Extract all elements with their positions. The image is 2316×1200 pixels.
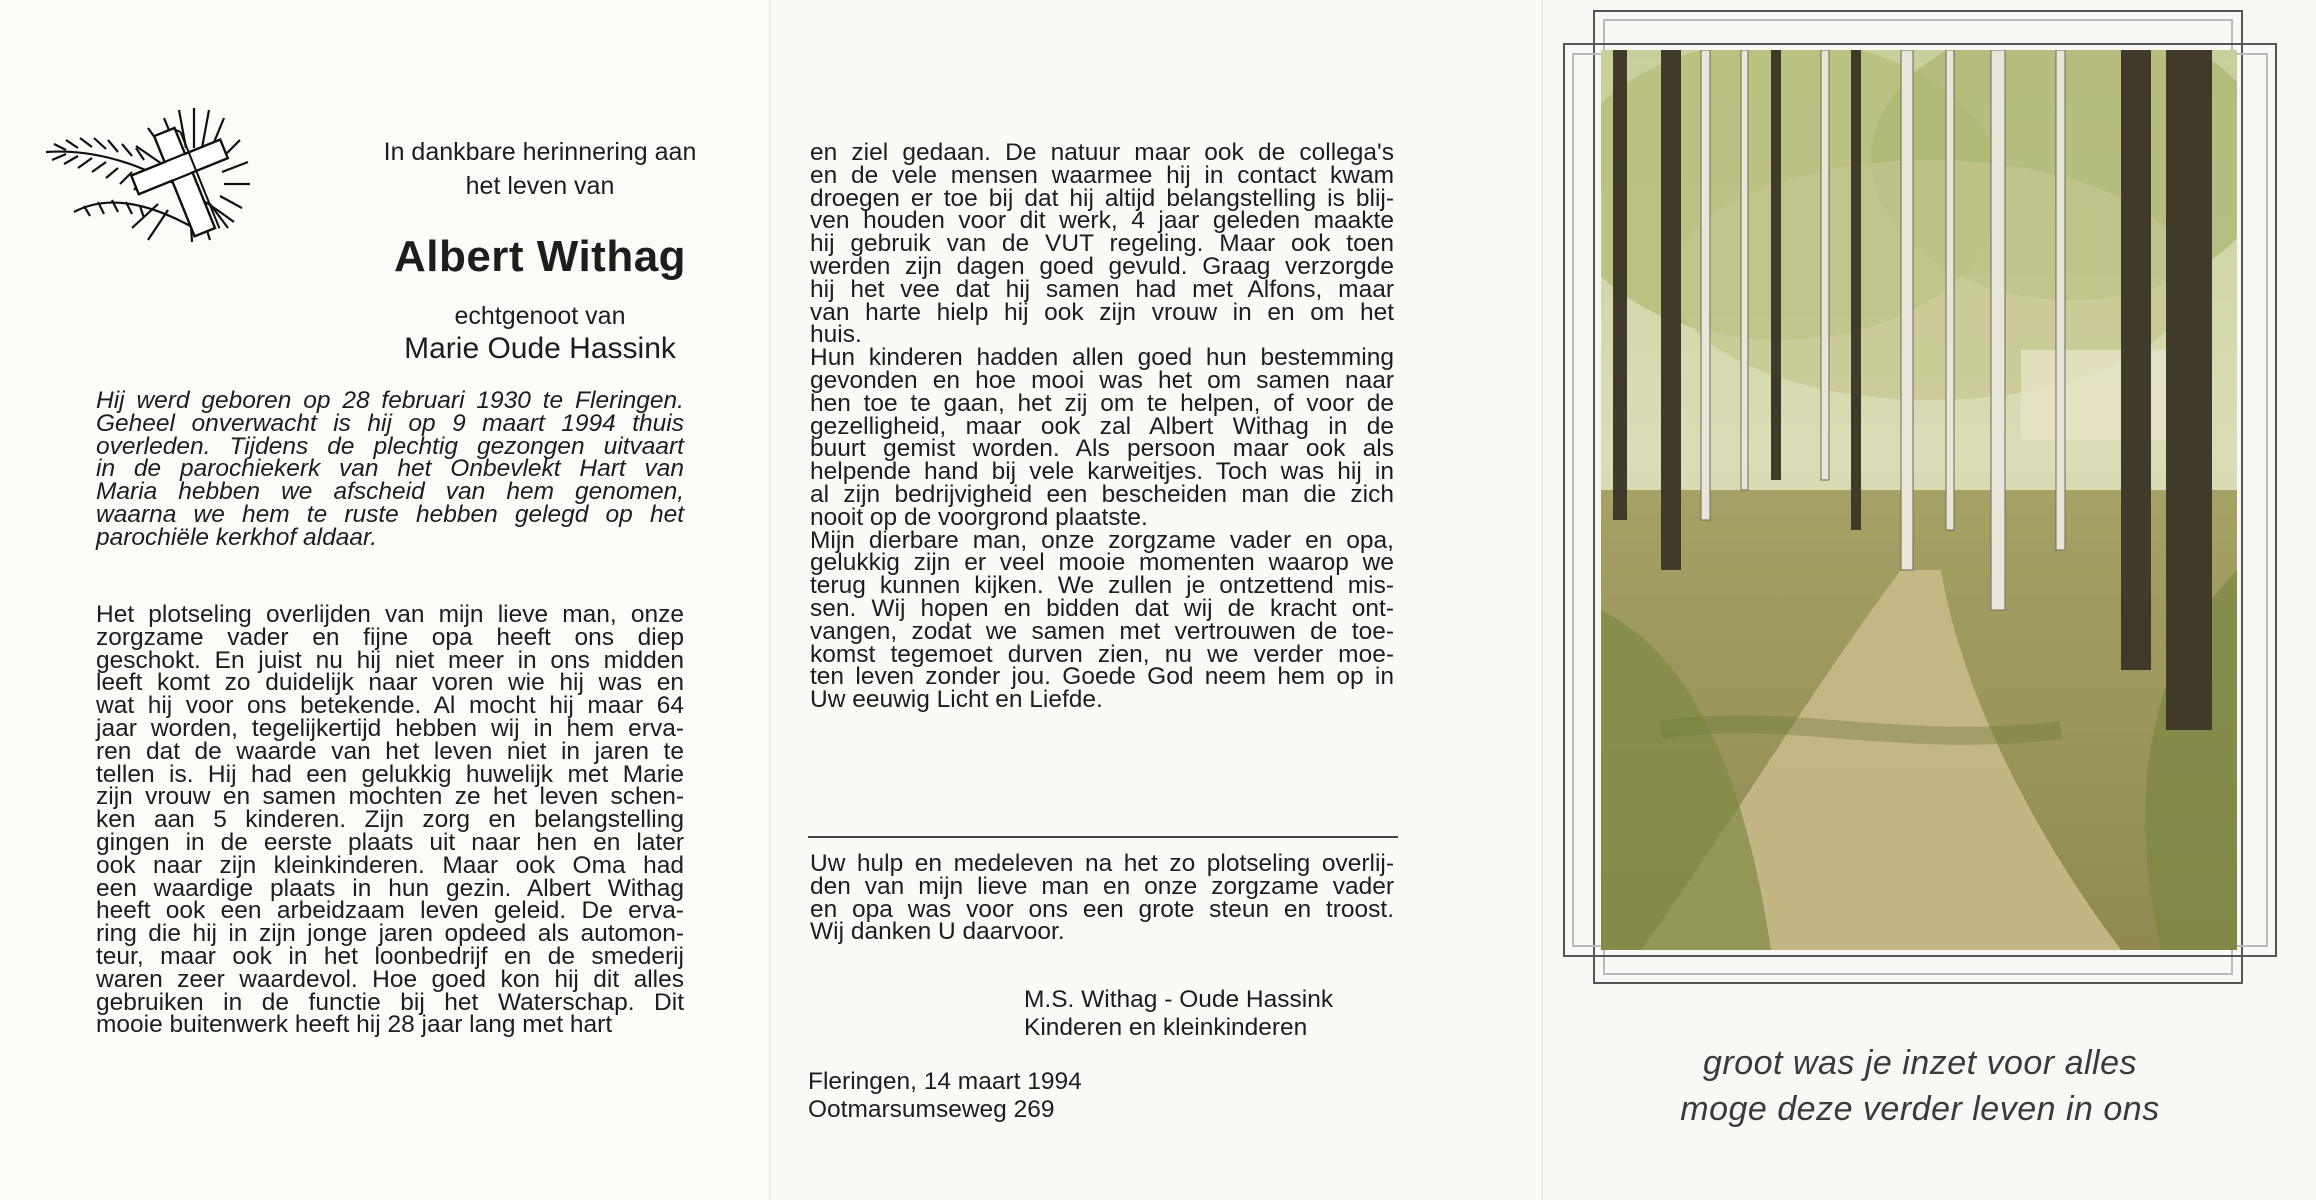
text-line: geschokt. En juist nu hij niet meer in ons midden: [96, 646, 684, 674]
text-line: mooie buitenwerk heeft hij 28 jaar lang met hart: [96, 1011, 613, 1039]
text-line: Hun kinderen hadden allen goed hun bestemming: [810, 344, 1394, 372]
text-line: gelukkig zijn er veel mooie momenten waarop we: [810, 549, 1394, 577]
text-line: waarna we hem te ruste hebben gelegd op het: [96, 500, 684, 528]
text-line: ring die hij in zijn jonge jaren opdeed als automon-: [96, 920, 684, 948]
signature-family: Kinderen en kleinkinderen: [1024, 1014, 1308, 1041]
text-line: huis.: [810, 321, 862, 349]
text-line: parochiële kerkhof aldaar.: [96, 523, 378, 551]
text-line: Uw hulp en medeleven na het zo plotseling overlij-: [810, 850, 1394, 877]
text-line: komst tegemoet durven zien, nu we verder moe-: [810, 640, 1394, 668]
place-date: Fleringen, 14 maart 1994: [808, 1068, 1082, 1095]
text-line: tellen is. Hij had een gelukkig huwelijk met Marie: [96, 760, 684, 788]
deceased-name: Albert Withag: [393, 232, 687, 281]
thanks-text: [810, 850, 1394, 946]
text-line: hen toe te gaan, het zij om te helpen, of voor de: [810, 389, 1394, 417]
address: Ootmarsumseweg 269: [808, 1096, 1055, 1123]
signature-name: M.S. Withag - Oude Hassink: [1024, 986, 1334, 1013]
text-line: gingen in de eerste plaats uit naar hen en later: [96, 828, 684, 856]
text-line: zorgzame vader en fijne opa heeft ons diep: [96, 623, 684, 651]
text-line: Uw eeuwig Licht en Liefde.: [810, 686, 1103, 714]
text-line: teur, maar ook in het loonbedrijf en de smederij: [96, 942, 684, 970]
text-line: gezelligheid, maar ook zal Albert Withag in de: [810, 412, 1394, 440]
verse-line: moge deze verder leven in ons: [1680, 1090, 2160, 1128]
text-line: in de parochiekerk van het Onbevlekt Hart van: [96, 455, 684, 483]
text-line: wat hij voor ons betekende. Al mocht hij maar 64: [96, 692, 684, 720]
text-line: en opa was voor ons een grote steun en troost.: [810, 895, 1394, 923]
text-line: gevonden en hoe mooi was het om samen naar: [810, 366, 1394, 394]
text-line: van harte hielp hij ook zijn vrouw in en om het: [810, 298, 1394, 326]
text-line: ken aan 5 kinderen. Zijn zorg en belangstelling: [96, 806, 684, 834]
text-line: den van mijn lieve man en onze zorgzame vader: [810, 872, 1394, 900]
text-line: Het plotseling overlijden van mijn lieve man, onze: [96, 601, 684, 628]
text-line: ren dat de waarde van het leven niet in jaren te: [96, 737, 684, 765]
text-line: nooit op de voorgrond plaatste.: [810, 503, 1148, 531]
text-line: en ziel gedaan. De natuur maar ook de collega's: [810, 139, 1394, 166]
birch-forest-path-photo: [1601, 50, 2237, 950]
spouse-label: echtgenoot van: [454, 302, 626, 330]
memorial-text-middle: [810, 139, 1394, 714]
text-line: leeft komt zo duidelijk naar voren wie hij was en: [96, 669, 684, 697]
text-line: ten leven zonder jou. Goede God neem hem op in: [810, 663, 1394, 691]
text-line: een waardige plaats in hun gezin. Albert Withag: [96, 874, 684, 902]
text-line: overleden. Tijdens de plechtig gezongen uitvaart: [96, 432, 684, 460]
text-line: Hij werd geboren op 28 februari 1930 te Fleringen.: [96, 387, 684, 414]
text-line: heeft ook een arbeidzaam leven geleid. De erva-: [96, 897, 684, 925]
verse-line: groot was je inzet voor alles: [1702, 1044, 2138, 1082]
biography-intro: [96, 387, 684, 551]
text-line: en de vele mensen waarmee hij in contact kwam: [810, 161, 1394, 189]
text-line: terug kunnen kijken. We zullen je ontzettend mis-: [810, 572, 1394, 600]
text-line: sen. Wij hopen en bidden dat wij de kracht ont-: [810, 594, 1394, 622]
text-line: waren zeer waardevol. Hoe goed kon hij dit alles: [96, 965, 684, 993]
text-line: Maria hebben we afscheid van hem genomen,: [96, 478, 684, 506]
text-line: droegen er toe bij dat hij altijd belangstelling is blij-: [810, 184, 1394, 212]
dedication-text: In dankbare herinnering aan: [383, 138, 697, 166]
spouse-name: Marie Oude Hassink: [404, 332, 676, 365]
text-line: ven houden voor dit werk, 4 jaar geleden maakte: [810, 207, 1394, 235]
text-line: zijn vrouw en samen mochten ze het leven schen-: [96, 783, 684, 811]
divider: [808, 836, 1398, 838]
text-line: gebruiken in de functie bij het Waterschap. Dit: [96, 988, 684, 1016]
text-line: Geheel onverwacht is hij op 9 maart 1994 thuis: [96, 409, 684, 437]
text-line: Mijn dierbare man, onze zorgzame vader en opa,: [810, 526, 1394, 554]
cross-with-palm-icon: [44, 100, 294, 260]
memorial-text-left: [96, 601, 684, 1039]
text-line: werden zijn dagen goed gevuld. Graag verzorgde: [810, 252, 1394, 280]
text-line: hij gebruik van de VUT regeling. Maar ook toen: [810, 230, 1394, 258]
text-line: jaar worden, tegelijkertijd hebben wij in hem erva-: [96, 714, 684, 742]
text-line: vangen, zodat we samen met vertrouwen de toe-: [810, 617, 1394, 645]
fold-line: [1541, 0, 1543, 1200]
dedication-text: het leven van: [465, 172, 615, 200]
text-line: ook naar zijn kleinkinderen. Maar ook Oma had: [96, 851, 684, 879]
text-line: hij het vee dat hij samen had met Alfons, maar: [810, 275, 1394, 303]
text-line: Wij danken U daarvoor.: [810, 918, 1065, 946]
text-line: buurt gemist worden. Als persoon maar ook als: [810, 435, 1394, 463]
text-line: helpende hand bij vele karweitjes. Toch was hij in: [810, 458, 1394, 486]
text-line: al zijn bedrijvigheid een bescheiden man die zich: [810, 480, 1394, 508]
